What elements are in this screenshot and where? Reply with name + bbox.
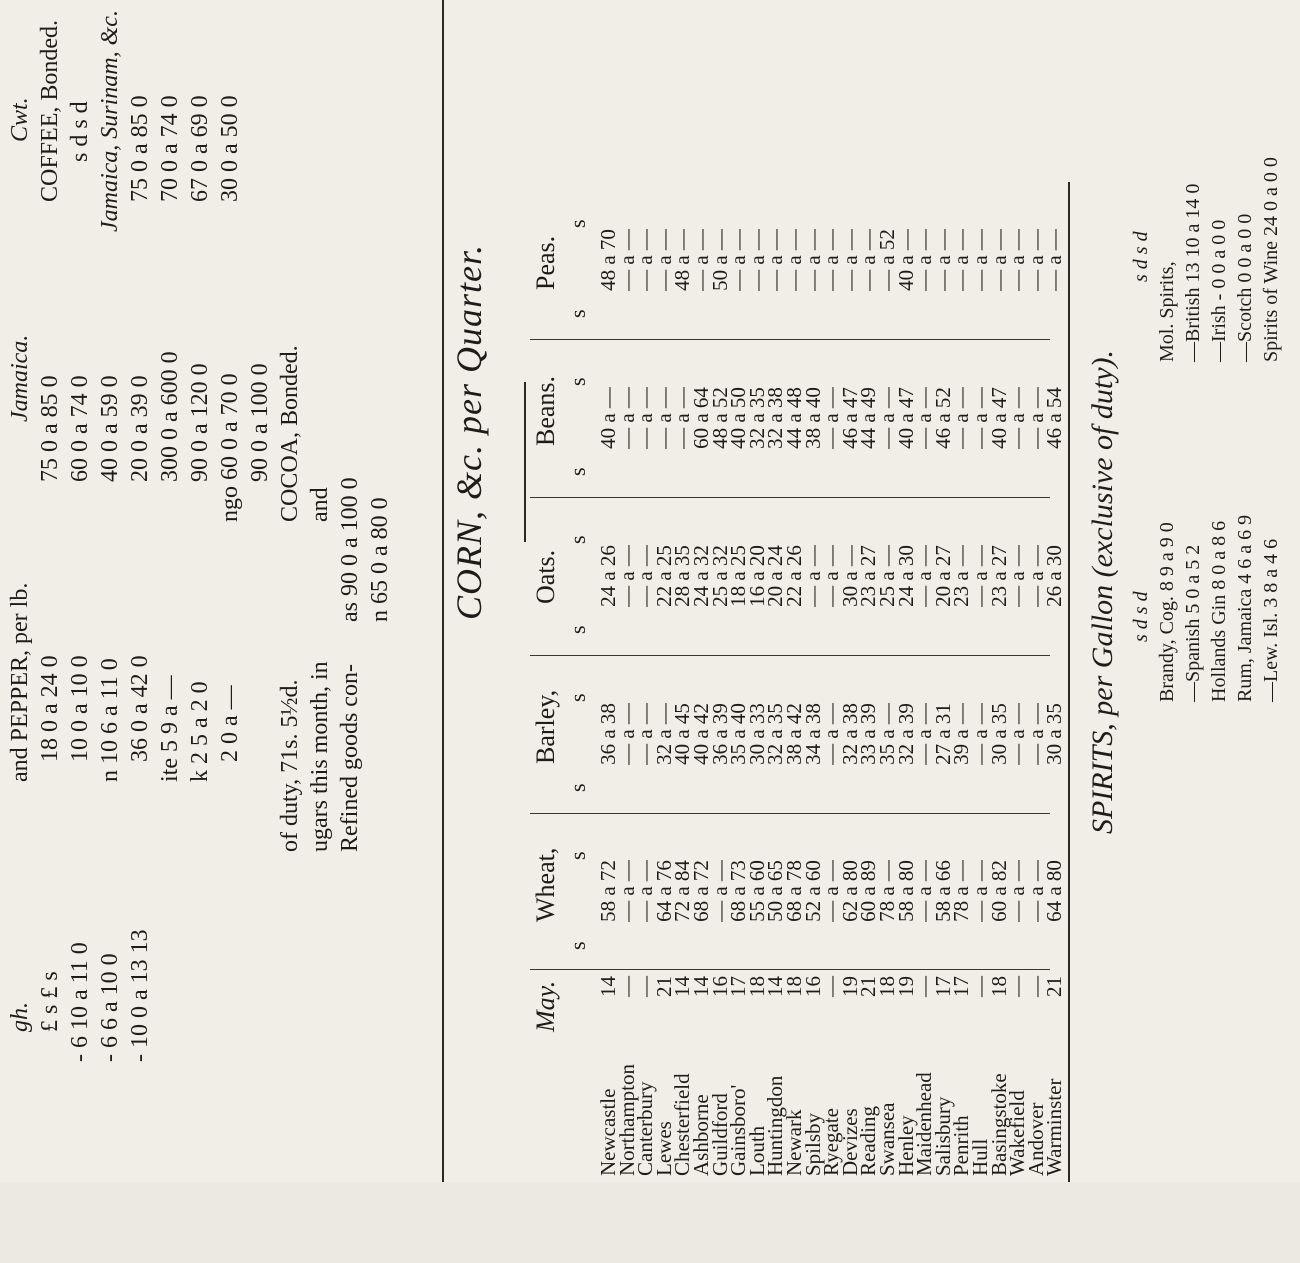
- coffee-row: ngo 60 0 a 70 0: [217, 373, 243, 522]
- coffee-row: 90 0 a 120 0: [187, 363, 213, 482]
- market-day: 18: [875, 976, 899, 997]
- barley-price: — a —: [819, 703, 844, 765]
- oats-price: 23 a 27: [856, 545, 881, 607]
- beans-price: 44 a 48: [782, 387, 806, 449]
- beans-price: 60 a 64: [689, 387, 713, 449]
- market-day: 14: [763, 976, 788, 997]
- spirits-units: s d s d: [1130, 231, 1152, 282]
- unit-label: s: [565, 941, 590, 950]
- wheat-price: — a —: [614, 860, 639, 922]
- pepper-row: ite 5 9 a —: [157, 675, 183, 782]
- barley-price: — a —: [1005, 703, 1030, 765]
- oats-price: 25 a 32: [707, 545, 732, 607]
- wheat-price: 58 a 66: [930, 860, 955, 922]
- barley-price: 32 a 38: [837, 703, 862, 765]
- cocoa-sub: and: [307, 487, 333, 522]
- col-head-peas: Peas.: [531, 235, 560, 290]
- unit-label: s: [565, 309, 590, 318]
- oats-price: — a —: [968, 545, 992, 607]
- oats-price: 23 a 27: [986, 545, 1011, 607]
- unit-label: s: [565, 625, 590, 634]
- barley-price: 39 a —: [949, 703, 974, 765]
- beans-price: — a —: [912, 387, 937, 449]
- market-town: Ryegate: [819, 1108, 844, 1176]
- market-town: Salisbury: [930, 1096, 955, 1176]
- market-day: 21: [856, 976, 881, 997]
- market-day: 19: [893, 976, 918, 997]
- jamaica-subheading: Jamaica.: [7, 334, 33, 422]
- market-town: Canterbury: [633, 1081, 658, 1176]
- beans-price: 44 a 49: [856, 387, 881, 449]
- spirits-units: s d s d: [1130, 591, 1152, 642]
- coffee-row: 60 0 a 74 0: [67, 375, 93, 482]
- oats-price: 24 a 30: [893, 545, 918, 607]
- market-day: 14: [670, 976, 695, 997]
- market-day: —: [819, 976, 844, 997]
- market-town: Warminster: [1042, 1078, 1067, 1176]
- market-day: —: [968, 976, 992, 997]
- oats-price: 30 a —: [837, 545, 862, 607]
- barley-price: 30 a 35: [986, 703, 1011, 765]
- market-town: Swansea: [875, 1102, 899, 1176]
- market-day: 14: [596, 976, 620, 997]
- coffee-row: 40 0 a 59 0: [97, 375, 123, 482]
- pepper-row: k 2 5 a 2 0: [187, 681, 213, 782]
- market-town: Maidenhead: [912, 1072, 937, 1176]
- wheat-price: 68 a 73: [726, 860, 751, 922]
- market-town: Devizes: [837, 1108, 862, 1176]
- barley-price: 32 a 39: [893, 703, 918, 765]
- spirits-row: Mol. Spirits,: [1156, 261, 1178, 362]
- spirits-row: —Spanish 5 0 a 5 2: [1182, 544, 1204, 702]
- wheat-price: — a —: [1005, 860, 1030, 922]
- peas-price: — a —: [1023, 229, 1048, 291]
- barley-price: 32 a 35: [763, 703, 788, 765]
- spirits-title: SPIRITS, per Gallon (exclusive of duty).: [1086, 349, 1119, 835]
- market-town: Henley: [893, 1115, 918, 1176]
- beans-price: 40 a 50: [726, 387, 751, 449]
- coffee-heading: COFFEE, Bonded.: [37, 19, 63, 202]
- oats-price: 22 a 25: [651, 545, 676, 607]
- lower-units: £ s £ s: [37, 971, 63, 1032]
- peas-price: 50 a —: [707, 229, 732, 291]
- oats-price: 25 a —: [875, 545, 899, 607]
- barley-price: 35 a 40: [726, 703, 751, 765]
- market-day: 17: [949, 976, 974, 997]
- beans-price: — a —: [614, 387, 639, 449]
- barley-price: 36 a 39: [707, 703, 732, 765]
- col-head-wheat: Wheat,: [531, 847, 560, 922]
- spirits-row: —British 13 10 a 14 0: [1182, 183, 1204, 362]
- beans-price: — a —: [949, 387, 974, 449]
- barley-price: 27 a 31: [930, 703, 955, 765]
- market-town: Northampton: [614, 1064, 639, 1176]
- wheat-price: 64 a 76: [651, 860, 676, 922]
- unit-label: s: [565, 467, 590, 476]
- coffee-row: 90 0 a 100 0: [247, 363, 273, 482]
- barley-price: 38 a 42: [782, 703, 806, 765]
- oats-price: 24 a 26: [596, 545, 620, 607]
- lower-row: - 6 10 a 11 0: [67, 942, 93, 1062]
- market-day: 16: [800, 976, 825, 997]
- peas-price: — a —: [837, 229, 862, 291]
- beans-price: — a —: [819, 387, 844, 449]
- col-head-month: May.: [531, 980, 560, 1032]
- peas-price: — a —: [856, 229, 881, 291]
- beans-price: — a —: [633, 387, 658, 449]
- peas-price: — a —: [986, 229, 1011, 291]
- peas-price: 40 a —: [893, 229, 918, 291]
- beans-price: 40 a —: [596, 387, 620, 449]
- beans-price: — a —: [651, 387, 676, 449]
- peas-price: — a —: [819, 229, 844, 291]
- wheat-price: — a —: [819, 860, 844, 922]
- wheat-price: 68 a 72: [689, 860, 713, 922]
- wheat-price: — a —: [1023, 860, 1048, 922]
- spirits-row: —Irish - 0 0 a 0 0: [1208, 219, 1230, 362]
- market-town: Louth: [744, 1125, 769, 1176]
- oats-price: 22 a 26: [782, 545, 806, 607]
- barley-price: — a —: [633, 703, 658, 765]
- barley-price: — a —: [968, 703, 992, 765]
- coffee-row: 70 0 a 74 0: [157, 95, 183, 202]
- beans-price: — a —: [1005, 387, 1030, 449]
- barley-price: 32 a —: [651, 703, 676, 765]
- market-town: Newark: [782, 1109, 806, 1176]
- barley-price: 30 a 33: [744, 703, 769, 765]
- spirits-row: Spirits of Wine 24 0 a 0 0: [1260, 157, 1282, 362]
- coffee-row: 67 0 a 69 0: [187, 95, 213, 202]
- wheat-price: 52 a 60: [800, 860, 825, 922]
- wheat-price: — a —: [968, 860, 992, 922]
- wheat-price: 58 a 72: [596, 860, 620, 922]
- peas-price: — a —: [930, 229, 955, 291]
- spirits-section: [1082, 0, 1300, 1182]
- market-town: Chesterfield: [670, 1073, 695, 1176]
- market-town: Guildford: [707, 1093, 732, 1176]
- pepper-heading: and PEPPER, per lb.: [7, 582, 33, 782]
- sugar-line: Refined goods con-: [337, 664, 363, 852]
- prices-left-column: [0, 0, 440, 1182]
- market-day: —: [1023, 976, 1048, 997]
- spirits-row: Hollands Gin 8 0 a 8 6: [1208, 520, 1230, 702]
- cwt-heading: Cwt.: [7, 97, 33, 142]
- market-town: Penrith: [949, 1115, 974, 1176]
- barley-price: — a —: [912, 703, 937, 765]
- oats-price: — a —: [1023, 545, 1048, 607]
- peas-price: — a —: [1042, 229, 1067, 291]
- col-head-barley: Barley,: [531, 689, 560, 764]
- wheat-price: 78 a —: [875, 860, 899, 922]
- wheat-price: 64 a 80: [1042, 860, 1067, 922]
- coffee-row: 75 0 a 85 0: [127, 95, 153, 202]
- market-town: Gainsboro': [726, 1084, 751, 1176]
- wheat-price: 72 a 84: [670, 860, 695, 922]
- coffee-row: 75 0 a 85 0: [37, 375, 63, 482]
- unit-label: s: [565, 535, 590, 544]
- column-rule: [530, 969, 1050, 970]
- spirits-row: Brandy, Cog. 8 9 a 9 0: [1156, 522, 1178, 702]
- peas-price: 48 a 70: [596, 229, 620, 291]
- oats-price: 20 a 24: [763, 545, 788, 607]
- coffee-row: 300 0 a 600 0: [157, 351, 183, 482]
- peas-price: — a —: [1005, 229, 1030, 291]
- cocoa-row: as 90 0 a 100 0: [337, 477, 363, 622]
- market-day: —: [614, 976, 639, 997]
- market-day: 16: [707, 976, 732, 997]
- wheat-price: — a —: [912, 860, 937, 922]
- corn-price-table: [446, 0, 1080, 1182]
- market-day: —: [633, 976, 658, 997]
- market-town: Hull: [968, 1138, 992, 1176]
- barley-price: 36 a 38: [596, 703, 620, 765]
- barley-price: — a —: [1023, 703, 1048, 765]
- col-head-oats: Oats.: [531, 549, 560, 604]
- peas-price: — a —: [800, 229, 825, 291]
- unit-label: s: [565, 377, 590, 386]
- beans-price: — a —: [875, 387, 899, 449]
- peas-price: — a —: [633, 229, 658, 291]
- sugar-line: ugars this month, in: [307, 661, 333, 852]
- sugar-duty-line: of duty, 71s. 5½d.: [277, 679, 303, 852]
- market-day: —: [912, 976, 937, 997]
- peas-price: — a —: [949, 229, 974, 291]
- table-bottom-rule: [1068, 182, 1070, 1182]
- market-day: 17: [930, 976, 955, 997]
- beans-price: 38 a 40: [800, 387, 825, 449]
- oats-price: — a —: [1005, 545, 1030, 607]
- peas-price: — a —: [744, 229, 769, 291]
- oats-price: 16 a 20: [744, 545, 769, 607]
- market-town: Ashborne: [689, 1094, 713, 1176]
- market-town: Basingstoke: [986, 1073, 1011, 1176]
- beans-price: 32 a 38: [763, 387, 788, 449]
- cocoa-row: n 65 0 a 80 0: [367, 497, 393, 622]
- wheat-price: 60 a 82: [986, 860, 1011, 922]
- wheat-price: 68 a 78: [782, 860, 806, 922]
- wheat-price: 62 a 80: [837, 860, 862, 922]
- barley-price: 34 a 38: [800, 703, 825, 765]
- market-town: Spilsby: [800, 1112, 825, 1176]
- peas-price: — a 52: [875, 229, 899, 291]
- peas-price: — a —: [782, 229, 806, 291]
- beans-price: 32 a 35: [744, 387, 769, 449]
- column-divider: [442, 0, 444, 1182]
- market-day: 21: [1042, 976, 1067, 997]
- beans-price: — a —: [670, 387, 695, 449]
- barley-price: 33 a 39: [856, 703, 881, 765]
- market-town: Huntingdon: [763, 1075, 788, 1176]
- market-town: Wakefield: [1005, 1090, 1030, 1176]
- pepper-row: n 10 6 a 11 0: [97, 658, 123, 782]
- beans-price: 40 a 47: [986, 387, 1011, 449]
- oats-price: — a —: [614, 545, 639, 607]
- beans-price: — a —: [968, 387, 992, 449]
- oats-price: 26 a 30: [1042, 545, 1067, 607]
- wheat-price: — a —: [633, 860, 658, 922]
- beans-price: 40 a 47: [893, 387, 918, 449]
- spirits-row: Rum, Jamaica 4 6 a 6 9: [1234, 514, 1256, 702]
- peas-price: — a —: [651, 229, 676, 291]
- coffee-row: 30 0 a 50 0: [217, 95, 243, 202]
- oats-price: 23 a —: [949, 545, 974, 607]
- wheat-price: 58 a 80: [893, 860, 918, 922]
- unit-label: s: [565, 851, 590, 860]
- oats-price: — a —: [819, 545, 844, 607]
- wheat-price: 55 a 60: [744, 860, 769, 922]
- oats-price: 20 a 27: [930, 545, 955, 607]
- beans-price: 46 a 54: [1042, 387, 1067, 449]
- beans-price: — a —: [1023, 387, 1048, 449]
- oats-price: 24 a 32: [689, 545, 713, 607]
- corn-title: CORN, &c. per Quarter.: [449, 244, 489, 620]
- market-town: Andover: [1023, 1102, 1048, 1176]
- pepper-row: 36 0 a 42 0: [127, 655, 153, 762]
- pepper-row: 18 0 a 24 0: [37, 655, 63, 762]
- market-day: 21: [651, 976, 676, 997]
- market-day: 18: [782, 976, 806, 997]
- unit-label: s: [565, 693, 590, 702]
- peas-price: — a —: [614, 229, 639, 291]
- peas-price: — a —: [689, 229, 713, 291]
- barley-price: — a —: [614, 703, 639, 765]
- barley-price: 40 a 42: [689, 703, 713, 765]
- beans-price: 46 a 52: [930, 387, 955, 449]
- wheat-price: 78 a —: [949, 860, 974, 922]
- spirits-row: —Scotch 0 0 a 0 0: [1234, 213, 1256, 362]
- lower-heading: gh.: [7, 1002, 33, 1032]
- wheat-price: 60 a 89: [856, 860, 881, 922]
- peas-price: — a —: [968, 229, 992, 291]
- spirits-row: —Lew. Isl. 3 8 a 4 6: [1260, 538, 1282, 702]
- col-head-beans: Beans.: [531, 375, 560, 446]
- lower-row: - 10 0 a 13 13: [127, 929, 153, 1062]
- barley-price: 30 a 35: [1042, 703, 1067, 765]
- pepper-row: 10 0 a 10 0: [67, 655, 93, 762]
- market-town: Newcastle: [596, 1088, 620, 1176]
- unit-label: s: [565, 219, 590, 228]
- unit-label: s: [565, 783, 590, 792]
- market-day: 19: [837, 976, 862, 997]
- title-rule: [524, 382, 526, 542]
- cocoa-heading: COCOA, Bonded.: [277, 345, 303, 522]
- market-day: 18: [986, 976, 1011, 997]
- oats-price: 28 a 35: [670, 545, 695, 607]
- barley-price: 35 a —: [875, 703, 899, 765]
- oats-price: 18 a 25: [726, 545, 751, 607]
- market-day: 17: [726, 976, 751, 997]
- market-day: 18: [744, 976, 769, 997]
- market-day: —: [1005, 976, 1030, 997]
- peas-price: — a —: [912, 229, 937, 291]
- wheat-price: — a —: [707, 860, 732, 922]
- wheat-price: 50 a 65: [763, 860, 788, 922]
- peas-price: — a —: [763, 229, 788, 291]
- oats-price: — a —: [633, 545, 658, 607]
- oats-price: — a —: [800, 545, 825, 607]
- coffee-units: s d s d: [67, 101, 93, 162]
- lower-row: - 6 6 a 10 0: [97, 953, 123, 1062]
- market-day: 14: [689, 976, 713, 997]
- market-town: Reading: [856, 1106, 881, 1176]
- beans-price: 48 a 52: [707, 387, 732, 449]
- peas-price: — a —: [726, 229, 751, 291]
- coffee-row: 20 0 a 39 0: [127, 375, 153, 482]
- peas-price: 48 a —: [670, 229, 695, 291]
- barley-price: 40 a 45: [670, 703, 695, 765]
- pepper-row: 2 0 a —: [217, 685, 243, 762]
- oats-price: — a —: [912, 545, 937, 607]
- market-town: Lewes: [651, 1121, 676, 1176]
- coffee-origin: Jamaica, Surinam, &c.: [97, 10, 123, 232]
- beans-price: 46 a 47: [837, 387, 862, 449]
